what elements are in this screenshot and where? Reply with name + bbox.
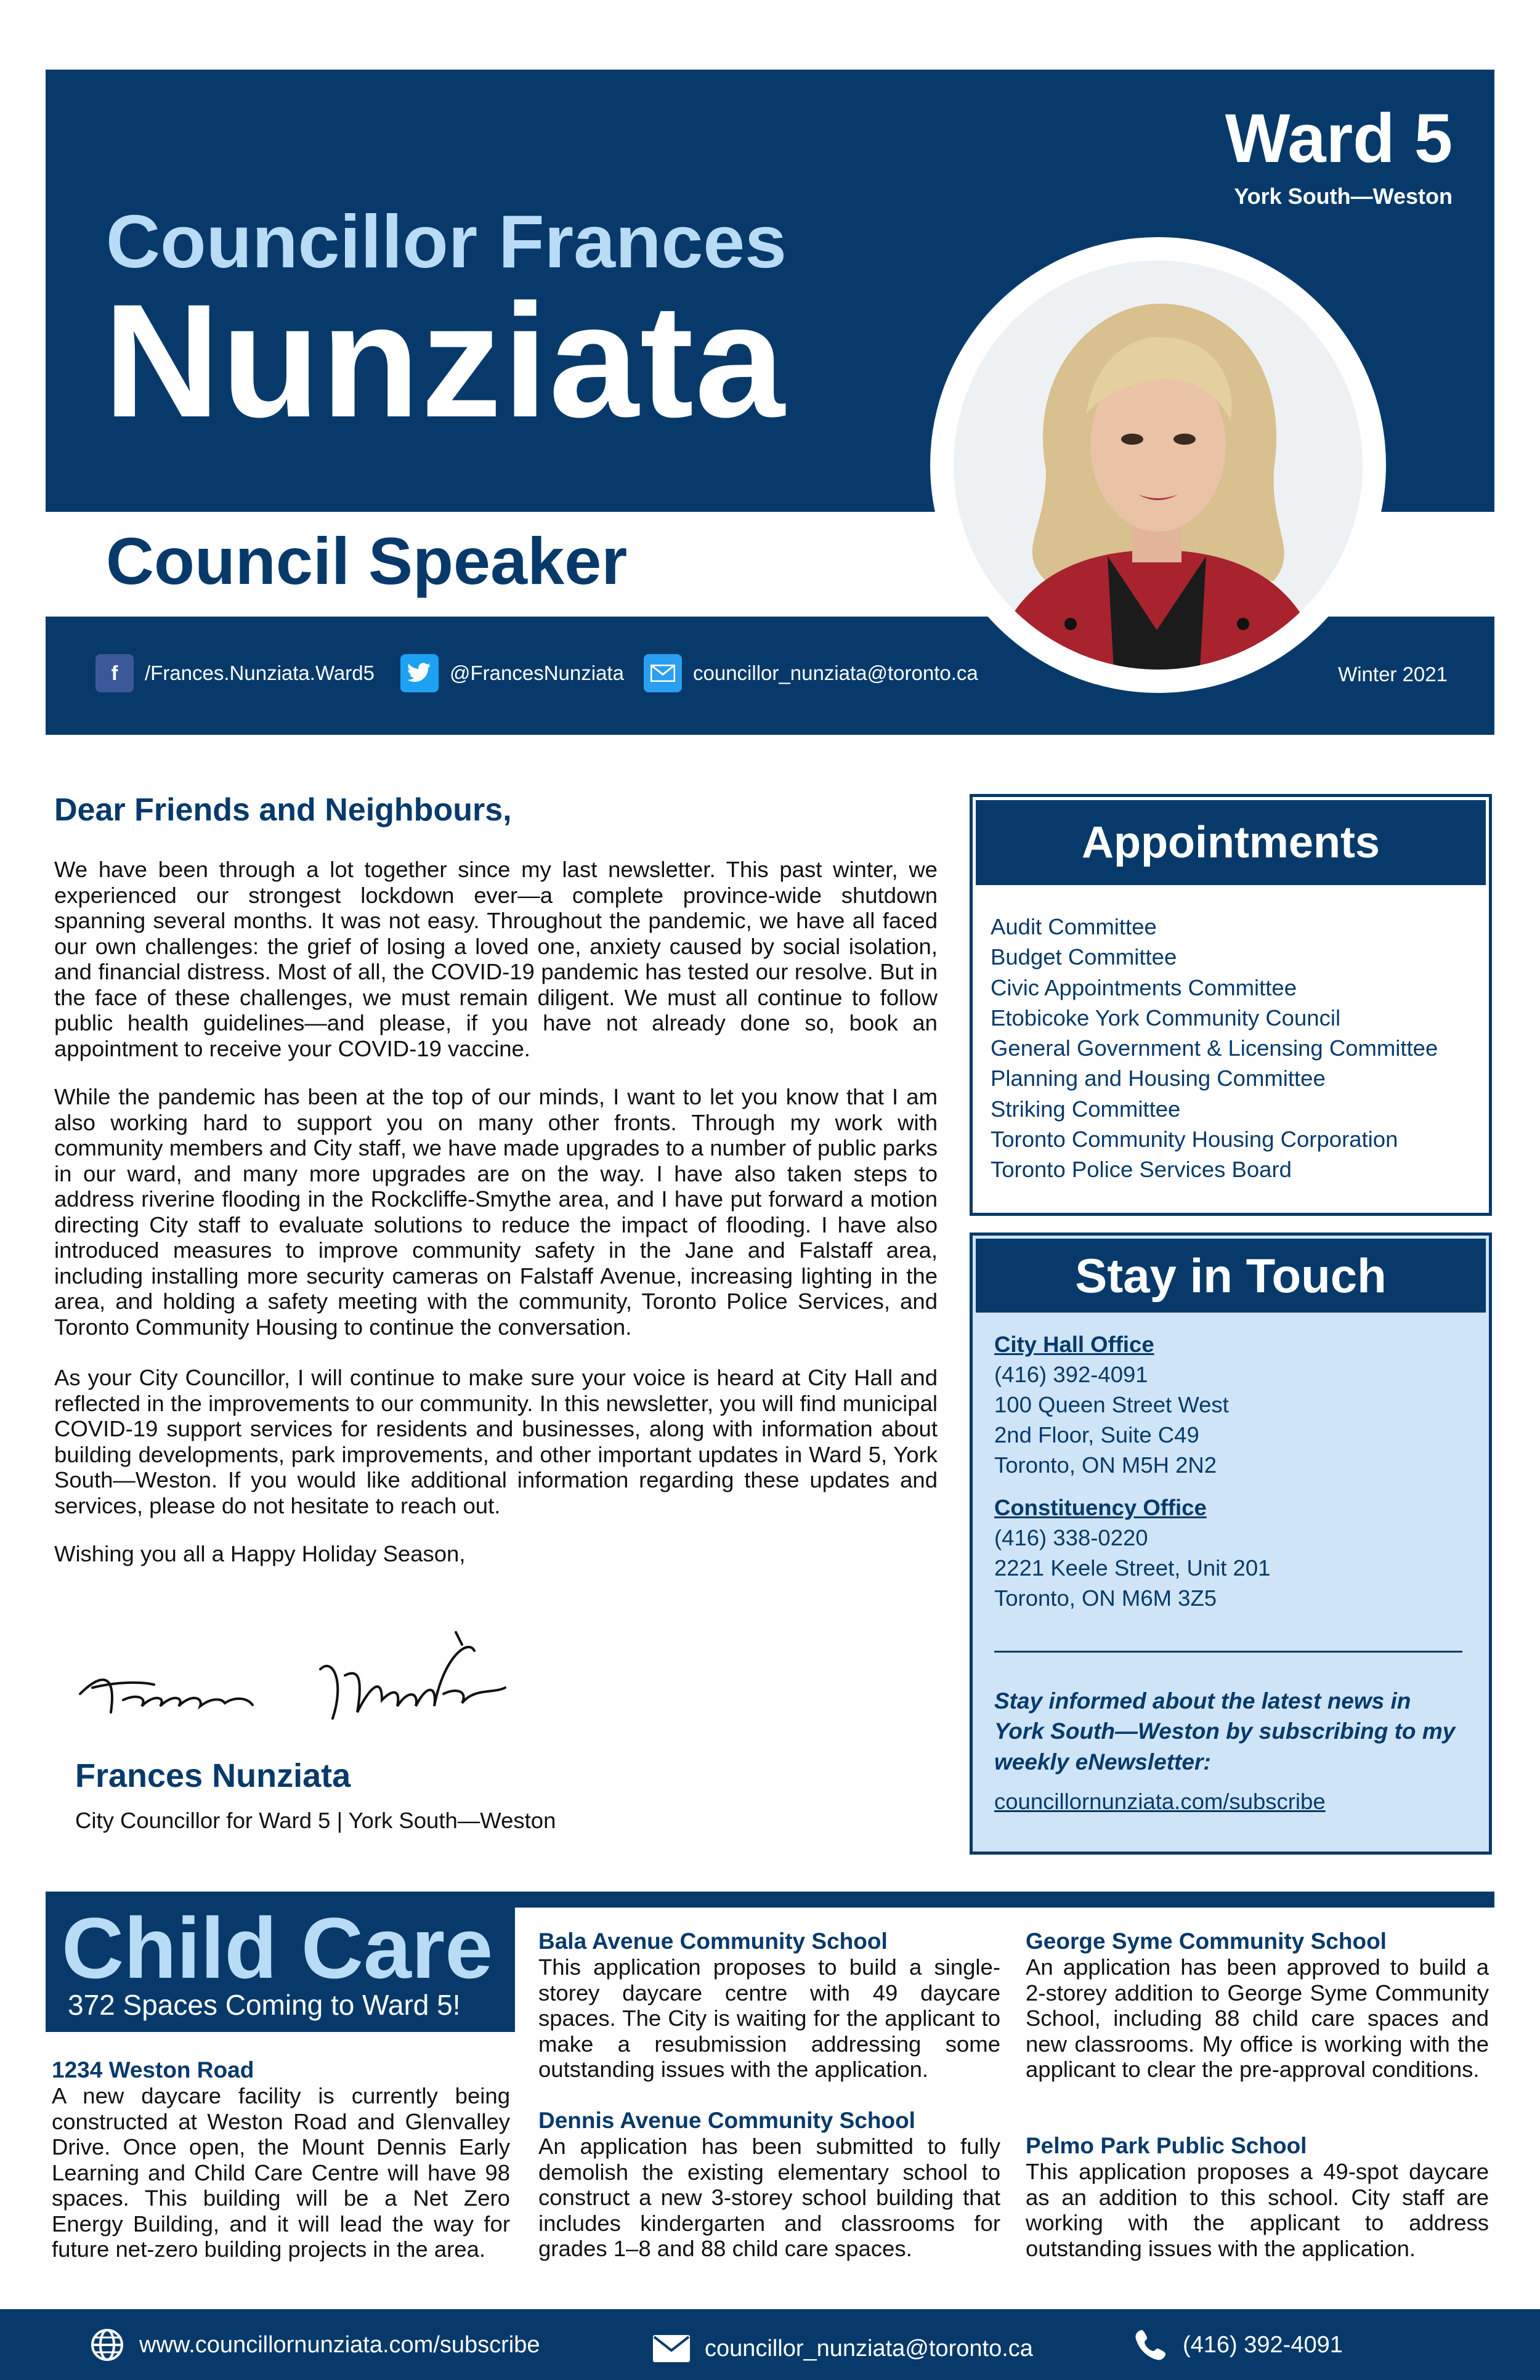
letter-paragraph: As your City Councillor, I will continue to make sure your voice is heard at City Hall and reflected in the improvements to our community. In this newsletter, you will find municipal COVID-19 support services for residents and businesses, along with information about building developments, park improvements, and other important updates in Ward 5, York South—Weston. If you would like additional information regarding these updates and services, please do not hesitate to reach out. (54, 1365, 938, 1518)
footer-website-text: www.councillornunziata.com/subscribe (139, 2331, 540, 2358)
childcare-item-text: This application proposes a 49-spot daycare as an addition to this school. City staff are working with the applicant to address outstanding issues with the application. (1026, 2159, 1489, 2261)
childcare-title: Child Care (62, 1900, 493, 1996)
councillor-portrait (954, 261, 1363, 670)
envelope-icon (653, 2335, 690, 2362)
footer-phone-text: (416) 392-4091 (1183, 2331, 1343, 2358)
footer-phone[interactable] (1133, 2323, 1343, 2366)
councillor-last-name: Nunziata (103, 270, 786, 451)
city-hall-heading: City Hall Office (994, 1332, 1154, 1357)
social-twitter[interactable] (400, 653, 624, 694)
subscribe-link[interactable]: councillornunziata.com/subscribe (994, 1789, 1326, 1814)
childcare-item-heading: George Syme Community School (1026, 1929, 1387, 1954)
city-hall-phone: (416) 392-4091 (994, 1362, 1148, 1387)
list-item: Planning and Housing Committee (991, 1066, 1326, 1091)
childcare-item-text: An application has been submitted to fully demolish the existing elementary school to construct a new 3-storey school building that includes kindergarten and classrooms for grades 1–8 and 88 child care spaces. (538, 2134, 1000, 2261)
social-facebook[interactable] (95, 653, 375, 694)
list-item: General Government & Licensing Committee (991, 1035, 1438, 1061)
issue-season: Winter 2021 (1338, 663, 1448, 686)
city-hall-address: 100 Queen Street West (994, 1392, 1229, 1417)
footer-email[interactable] (653, 2327, 1033, 2370)
letter-paragraph: We have been through a lot together since my last newsletter. This past winter, we experienced our strongest lockdown ever—a complete province-wide shutdown spanning several months. It was not easy. Throughout the pandemic, we have all faced our own challenges: the grief of losing a loved one, anxiety caused by social isolation, and financial distress. Most of all, the COVID-19 pandemic has tested our resolve. But in the face of these challenges, we must remain diligent. We must all continue to follow public health guidelines—and please, if you have not already done so, book an appointment to receive your COVID-19 vaccine. (54, 857, 938, 1061)
role-title: Council Speaker (106, 524, 628, 598)
newsletter-note: Stay informed about the latest news in York South—Weston by subscribing to my weekly eNewsletter: (994, 1688, 1456, 1775)
city-hall-address: Toronto, ON M5H 2N2 (994, 1452, 1217, 1478)
twitter-handle: @FrancesNunziata (450, 662, 624, 684)
list-item: Toronto Community Housing Corporation (991, 1127, 1398, 1152)
constituency-heading: Constituency Office (994, 1495, 1207, 1520)
footer-email-text: councillor_nunziata@toronto.ca (705, 2335, 1033, 2362)
list-item: Civic Appointments Committee (991, 974, 1297, 1000)
ward-title: Ward 5 (1225, 100, 1453, 177)
constituency-address: Toronto, ON M6M 3Z5 (994, 1585, 1217, 1611)
childcare-item-text: This application proposes to build a single-storey daycare centre with 49 daycare spaces. The City is waiting for the applicant to make a resubmission addressing some outstanding issues with the application. (538, 1954, 1000, 2082)
signature-name: Frances Nunziata (75, 1757, 351, 1794)
email-address: councillor_nunziata@toronto.ca (693, 662, 978, 684)
councillor-first-name: Councillor Frances (106, 200, 787, 283)
handwritten-signature (74, 1620, 554, 1746)
facebook-handle: /Frances.Nunziata.Ward5 (145, 662, 375, 684)
childcare-item-text: A new daycare facility is currently being constructed at Weston Road and Glenvalley Drive. Once open, the Mount Dennis Early Learning and Child Care Centre will have 98 spaces. This building will be a Net Zero Energy Building, and it will lead the way for future net-zero building projects in the area. (52, 2083, 510, 2262)
letter-paragraph: While the pandemic has been at the top of our minds, I want to let you know that I am also working hard to support you on many other fronts. Through my work with community members and City staff, we have made upgrades to a number of public parks in our ward, and many more upgrades are on the way. I have also taken steps to address riverine flooding in the Rockcliffe-Smythe area, and I have put forward a motion directing City staff to evaluate solutions to reduce the impact of flooding. I have also introduced measures to improve community safety in the Jane and Falstaff area, including installing more security cameras on Falstaff Avenue, increasing lighting in the area, and holding a safety meeting with the community, Toronto Police Services, and Toronto Community Housing to continue the conversation. (54, 1084, 938, 1340)
list-item: Striking Committee (991, 1096, 1181, 1122)
list-item: Etobicoke York Community Council (991, 1005, 1341, 1030)
twitter-icon (400, 654, 439, 692)
childcare-item-heading: Dennis Avenue Community School (538, 2108, 915, 2133)
signature-title: City Councillor for Ward 5 | York South—Weston (75, 1808, 556, 1833)
list-item: Budget Committee (991, 944, 1177, 970)
divider (994, 1651, 1462, 1653)
appointments-title: Appointments (976, 800, 1486, 885)
list-item: Audit Committee (991, 914, 1157, 939)
facebook-icon: f (95, 654, 134, 692)
list-item: Toronto Police Services Board (991, 1157, 1292, 1183)
childcare-item-text: An application has been approved to build a 2-storey addition to George Syme Community School, including 88 child care spaces and new classrooms. My office is working with the applicant to clear the pre-approval conditions. (1026, 1954, 1489, 2082)
letter-closing: Wishing you all a Happy Holiday Season, (54, 1541, 466, 1566)
social-email[interactable] (644, 653, 978, 694)
constituency-address: 2221 Keele Street, Unit 201 (994, 1555, 1271, 1581)
portrait-illustration (954, 261, 1363, 670)
childcare-item-heading: Bala Avenue Community School (538, 1929, 888, 1954)
stay-in-touch-title: Stay in Touch (976, 1239, 1486, 1313)
globe-icon (90, 2328, 124, 2362)
letter-greeting: Dear Friends and Neighbours, (54, 792, 512, 828)
email-icon (644, 654, 682, 692)
city-hall-address: 2nd Floor, Suite C49 (994, 1422, 1199, 1447)
constituency-phone: (416) 338-0220 (994, 1525, 1148, 1550)
footer-website[interactable] (90, 2323, 540, 2366)
phone-icon (1133, 2328, 1168, 2362)
ward-subtitle: York South—Weston (1234, 184, 1453, 209)
childcare-subtitle: 372 Spaces Coming to Ward 5! (68, 1989, 461, 2021)
childcare-item-heading: 1234 Weston Road (52, 2057, 254, 2082)
childcare-item-heading: Pelmo Park Public School (1026, 2133, 1307, 2158)
appointments-list (991, 912, 1438, 1185)
